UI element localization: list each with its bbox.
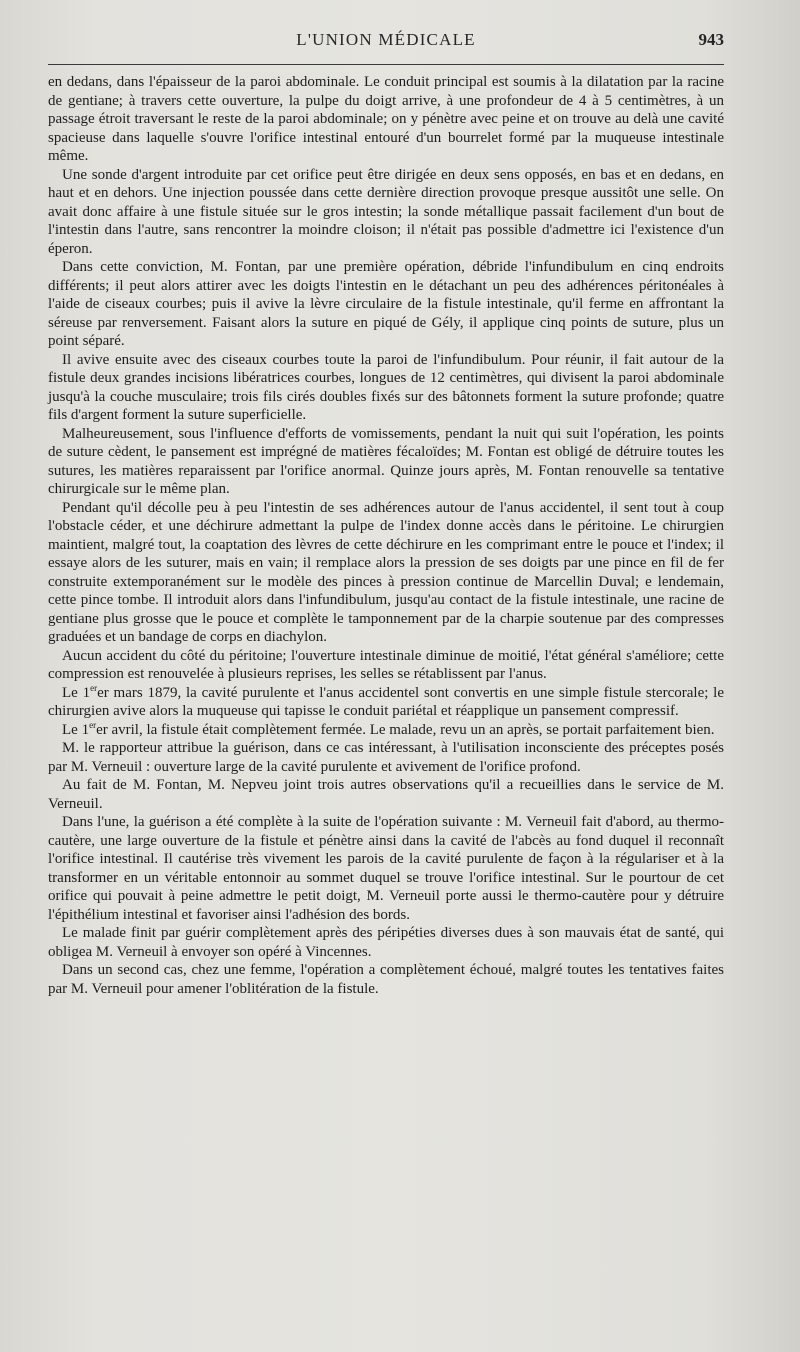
header-rule	[48, 64, 724, 65]
running-head	[48, 30, 724, 60]
paragraph: Dans l'une, la guérison a été complète à la suite de l'opération suivante : M. Verneuil fait d'abord, au thermo-cautère, une large ouverture de la fistule et pénètre ainsi dans la cavité de l'abcès au fond duquel il reconnaît l'orifice intestinal. Il cautérise très vivement les parois de la cavité purulente de façon à la régulariser et à la transformer en un véritable entonnoir au sommet duquel se trouve l'orifice intestinal. Sur le pourtour de cet orifice qui pouvait à peine admettre le petit doigt, M. Verneuil porte aussi le thermo-cautère pour y détruire l'épithélium intestinal et favoriser ainsi l'adhésion des bords.	[48, 814, 724, 923]
paragraph: Dans cette conviction, M. Fontan, par une première opération, débride l'infundibulum en cinq endroits différents; il peut alors attirer avec les doigts l'intestin en le détachant un peu des adhérences péritonéales à l'aide de ciseaux courbes; puis il avive la lèvre circulaire de la fistule intestinale, qu'il ferme en affrontant la séreuse par renversement. Faisant alors la suture en piqué de Gély, il applique cinq points de suture, plus un point séparé.	[48, 259, 724, 349]
paragraph: Le malade finit par guérir complètement après des péripéties diverses dues à son mauvais état de santé, qui obligea M. Verneuil à envoyer son opéré à Vincennes.	[48, 925, 724, 960]
paragraph: Dans un second cas, chez une femme, l'opération a complètement échoué, malgré toutes les tentatives faites par M. Verneuil pour amener l'oblitération de la fistule.	[48, 962, 724, 997]
paragraph: Il avive ensuite avec des ciseaux courbes toute la paroi de l'infundibulum. Pour réunir, il fait autour de la fistule deux grandes incisions libératrices courbes, longues de 12 centimètres, qui divisent la paroi abdominale jusqu'à la couche musculaire; trois fils cirés doubles fixés sur des bâtonnets forment la suture profonde; quatre fils d'argent forment la suture superficielle.	[48, 351, 724, 423]
paragraph: Aucun accident du côté du péritoine; l'ouverture intestinale diminue de moitié, l'état général s'améliore; cette compression est renouvelée à plusieurs reprises, les selles se rétablissent par l'anus.	[48, 647, 724, 682]
paragraph: Pendant qu'il décolle peu à peu l'intestin de ses adhérences autour de l'anus accidentel, il sent tout à coup l'obstacle céder, et une déchirure admettant la pulpe de l'index donne accès dans le péritoine. Le chirurgien maintient, malgré tout, la coaptation des lèvres de cette déchirure en les comprimant entre le pouce et l'index; il essaye alors de les suturer, mais en vain; il remplace alors la pression de ses doigts par une pince en fil de fer construite extemporanément sur le modèle des pinces à pression continue de Marcellin Duval; e lendemain, cette pince tombe. Il introduit alors dans l'infundibulum, jusqu'au contact de la fistule intestinale, une racine de gentiane plus grosse que le pouce et complète le tamponnement par de la charpie soutenue par des compresses graduées et un bandage de corps en diachylon.	[48, 499, 724, 645]
article-body	[48, 73, 724, 998]
paragraph: M. le rapporteur attribue la guérison, dans ce cas intéressant, à l'utilisation inconsciente des préceptes posés par M. Verneuil : ouverture large de la cavité purulente et avivement de l'orifice profond.	[48, 740, 724, 775]
paragraph: Au fait de M. Fontan, M. Nepveu joint trois autres observations qu'il a recueillies dans le service de M. Verneuil.	[48, 777, 724, 812]
paragraph: Le 1erer avril, la fistule était complètement fermée. Le malade, revu un an après, se portait parfaitement bien.	[62, 719, 715, 738]
paragraph: Le 1erer mars 1879, la cavité purulente et l'anus accidentel sont convertis en une simple fistule stercorale; le chirurgien avive alors la muqueuse qui tapisse le conduit pariétal et réapplique un pansement compressif.	[48, 682, 724, 719]
page-number: 943	[698, 30, 724, 49]
paragraph: Malheureusement, sous l'influence d'efforts de vomissements, pendant la nuit qui suit l'opération, les points de suture cèdent, le pansement est imprégné de matières fécaloïdes; M. Fontan est obligé de détruire toutes les sutures, les matières reparaissent par l'orifice anormal. Quinze jours après, M. Fontan renouvelle sa tentative chirurgicale sur le même plan.	[48, 425, 724, 497]
paragraph: Une sonde d'argent introduite par cet orifice peut être dirigée en deux sens opposés, en bas et en dedans, en haut et en dehors. Une injection poussée dans cette dernière direction provoque presque aussitôt une selle. On avait donc affaire à une fistule située sur le gros intestin; la sonde métallique passait facilement d'un bout de l'intestin dans l'autre, sans rencontrer la moindre cloison; il n'était pas possible d'admettre ici l'existence d'un éperon.	[48, 166, 724, 257]
paragraph: en dedans, dans l'épaisseur de la paroi abdominale. Le conduit principal est soumis à la dilatation par la racine de gentiane; à travers cette ouverture, la pulpe du doigt arrive, à une profondeur de 4 à 5 centimètres, à un passage étroit traversant le reste de la paroi abdominale; on y pénètre avec peine et on trouve au delà une cavité spacieuse dans laquelle s'ouvre l'orifice intestinal entouré d'un bourrelet formé par la muqueuse intestinale même.	[48, 74, 724, 164]
journal-title: L'UNION MÉDICALE	[296, 30, 476, 49]
